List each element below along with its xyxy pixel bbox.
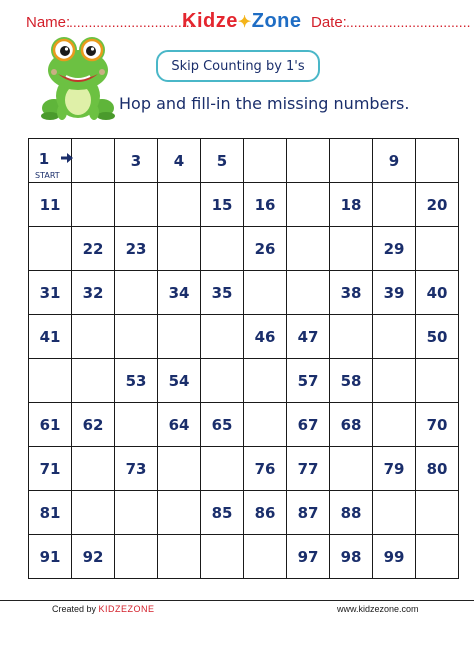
grid-cell-blank[interactable] (115, 315, 158, 359)
grid-cell-blank[interactable] (115, 271, 158, 315)
grid-cell: 80 (416, 447, 459, 491)
grid-cell: 20 (416, 183, 459, 227)
grid-cell: 67 (287, 403, 330, 447)
grid-cell: 76 (244, 447, 287, 491)
grid-cell: 68 (330, 403, 373, 447)
grid-cell: 70 (416, 403, 459, 447)
grid-cell: 73 (115, 447, 158, 491)
grid-row (29, 535, 459, 579)
footer-divider (0, 600, 474, 601)
grid-cell: 97 (287, 535, 330, 579)
logo-text-part1: Kidze (182, 10, 238, 32)
grid-cell-blank[interactable] (416, 227, 459, 271)
grid-row (29, 491, 459, 535)
grid-cell: 92 (72, 535, 115, 579)
grid-row (29, 403, 459, 447)
grid-cell-blank[interactable] (201, 227, 244, 271)
grid-cell-blank[interactable] (72, 315, 115, 359)
grid-cell-blank[interactable] (115, 491, 158, 535)
instruction-text: Hop and fill-in the missing numbers. (119, 94, 410, 113)
grid-row (29, 447, 459, 491)
grid-cell-blank[interactable] (158, 491, 201, 535)
grid-cell-blank[interactable] (115, 183, 158, 227)
grid-cell: 39 (373, 271, 416, 315)
grid-cell: 31 (29, 271, 72, 315)
star-icon: ✦ (237, 14, 252, 31)
grid-cell: 99 (373, 535, 416, 579)
grid-cell-blank[interactable] (373, 403, 416, 447)
grid-cell-blank[interactable] (330, 139, 373, 183)
grid-cell: 57 (287, 359, 330, 403)
grid-cell-blank[interactable] (244, 535, 287, 579)
grid-cell-blank[interactable] (373, 183, 416, 227)
grid-cell-blank[interactable] (72, 447, 115, 491)
grid-cell: 54 (158, 359, 201, 403)
grid-cell: 85 (201, 491, 244, 535)
grid-cell-blank[interactable] (72, 491, 115, 535)
name-blank[interactable]: ................................ (69, 14, 194, 30)
website-link[interactable]: www.kidzezone.com (337, 604, 419, 614)
frog-mascot-icon (40, 32, 116, 122)
date-label: Date: (311, 14, 347, 31)
grid-cell: 71 (29, 447, 72, 491)
grid-cell: 81 (29, 491, 72, 535)
grid-cell-blank[interactable] (330, 227, 373, 271)
grid-cell-blank[interactable] (158, 183, 201, 227)
grid-cell-blank[interactable] (373, 315, 416, 359)
logo-text-part2: Zone (251, 10, 302, 32)
grid-cell-blank[interactable] (287, 183, 330, 227)
grid-cell: 79 (373, 447, 416, 491)
worksheet-title: Skip Counting by 1's (156, 50, 320, 82)
created-by-label: Created by (52, 604, 97, 614)
kidzezone-logo (182, 10, 302, 33)
grid-cell: 35 (201, 271, 244, 315)
number-grid (28, 138, 459, 579)
grid-cell: 3 (115, 139, 158, 183)
grid-cell: 53 (115, 359, 158, 403)
grid-cell: 23 (115, 227, 158, 271)
grid-cell: 98 (330, 535, 373, 579)
name-label: Name: (26, 14, 71, 31)
grid-cell: 32 (72, 271, 115, 315)
grid-cell: 41 (29, 315, 72, 359)
grid-row (29, 183, 459, 227)
grid-cell-blank[interactable] (287, 271, 330, 315)
grid-cell-blank[interactable] (201, 315, 244, 359)
grid-cell-blank[interactable] (244, 359, 287, 403)
grid-row (29, 315, 459, 359)
grid-cell: 47 (287, 315, 330, 359)
grid-cell: 40 (416, 271, 459, 315)
grid-cell: 4 (158, 139, 201, 183)
grid-cell: 46 (244, 315, 287, 359)
grid-row (29, 359, 459, 403)
grid-cell-blank[interactable] (158, 447, 201, 491)
grid-cell-blank[interactable] (287, 139, 330, 183)
grid-cell-blank[interactable] (330, 315, 373, 359)
grid-cell-blank[interactable] (416, 535, 459, 579)
grid-row (29, 227, 459, 271)
brand-name: KIDZEZONE (98, 604, 155, 614)
start-label: START (35, 171, 60, 180)
grid-cell: 11 (29, 183, 72, 227)
grid-cell: 88 (330, 491, 373, 535)
grid-cell-blank[interactable] (416, 359, 459, 403)
grid-row (29, 139, 459, 183)
grid-cell-blank[interactable] (72, 359, 115, 403)
grid-cell-blank[interactable] (158, 535, 201, 579)
grid-cell: 29 (373, 227, 416, 271)
grid-cell-blank[interactable] (72, 183, 115, 227)
grid-cell: 61 (29, 403, 72, 447)
grid-cell-blank[interactable] (244, 403, 287, 447)
grid-cell (29, 139, 72, 183)
grid-cell-blank[interactable] (201, 535, 244, 579)
grid-cell: 9 (373, 139, 416, 183)
grid-cell-blank[interactable] (115, 403, 158, 447)
grid-row (29, 271, 459, 315)
grid-cell-blank[interactable] (29, 227, 72, 271)
grid-cell: 18 (330, 183, 373, 227)
grid-cell-blank[interactable] (373, 491, 416, 535)
grid-cell-blank[interactable] (201, 447, 244, 491)
grid-cell-blank[interactable] (416, 139, 459, 183)
grid-cell-blank[interactable] (373, 359, 416, 403)
grid-cell: 91 (29, 535, 72, 579)
grid-cell: 62 (72, 403, 115, 447)
grid-cell: 65 (201, 403, 244, 447)
grid-cell-blank[interactable] (287, 227, 330, 271)
grid-cell-blank[interactable] (244, 271, 287, 315)
grid-cell-blank[interactable] (158, 315, 201, 359)
grid-cell: 50 (416, 315, 459, 359)
grid-cell: 26 (244, 227, 287, 271)
grid-cell-blank[interactable] (29, 359, 72, 403)
grid-cell: 86 (244, 491, 287, 535)
grid-cell-blank[interactable] (330, 447, 373, 491)
grid-cell-blank[interactable] (158, 227, 201, 271)
grid-cell: 22 (72, 227, 115, 271)
grid-cell: 5 (201, 139, 244, 183)
grid-cell-blank[interactable] (72, 139, 115, 183)
grid-cell: 15 (201, 183, 244, 227)
grid-cell: 87 (287, 491, 330, 535)
grid-cell: 34 (158, 271, 201, 315)
grid-cell-blank[interactable] (201, 359, 244, 403)
footer-credit (52, 604, 155, 614)
grid-cell-blank[interactable] (416, 491, 459, 535)
grid-cell-blank[interactable] (244, 139, 287, 183)
grid-cell: 58 (330, 359, 373, 403)
grid-cell: 64 (158, 403, 201, 447)
grid-cell: 38 (330, 271, 373, 315)
grid-cell: 16 (244, 183, 287, 227)
date-blank[interactable]: ................................ (346, 14, 471, 30)
start-number: 1 (38, 150, 50, 168)
grid-cell: 77 (287, 447, 330, 491)
grid-cell-blank[interactable] (115, 535, 158, 579)
